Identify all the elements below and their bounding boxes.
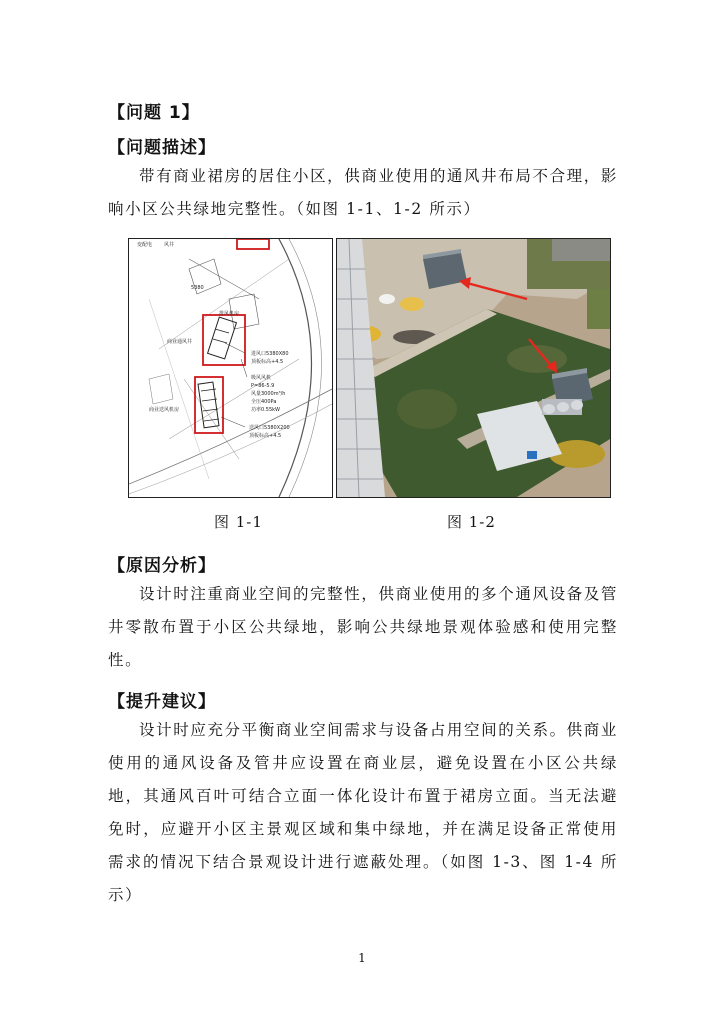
- description-heading: 【问题描述】: [108, 138, 216, 158]
- cad-label: 顶板标高+4.5: [251, 359, 284, 365]
- cad-label: 进风口5380X80: [251, 351, 289, 357]
- cad-label: 全压400Pa: [251, 399, 277, 405]
- cad-label: 排风机房: [219, 311, 240, 317]
- cad-label: 风量3000m³/h: [251, 391, 286, 397]
- cause-heading: 【原因分析】: [108, 556, 216, 576]
- description-paragraph: 带有商业裙房的居住小区，供商业使用的通风井布局不合理，影响小区公共绿地完整性。（如图 1-1、1-2 所示）: [108, 167, 618, 218]
- issue-heading: 【问题 1】: [108, 103, 200, 123]
- cad-plan-drawing: [129, 239, 332, 497]
- cad-label: P=86-5.9: [251, 383, 275, 389]
- page-number: 1: [358, 951, 366, 965]
- cad-label: 顶板标高+4.5: [249, 433, 282, 439]
- cad-label: 变配电: [137, 242, 153, 248]
- suggestion-paragraph: 设计时应充分平衡商业空间需求与设备占用空间的关系。供商业使用的通风设备及管井应设置在商业层，避免设置在小区公共绿地，其通风百叶可结合立面一体化设计布置于裙房立面。当无法避免时，应避开小区主景观区域和集中绿地，并在满足设备正常使用需求的情况下结合景观设计进行遮蔽处理。（如图 1-3、图 1-4 所示）: [108, 721, 618, 904]
- figure-1-2-aerial-photo: [336, 238, 611, 498]
- suggestion-heading: 【提升建议】: [108, 692, 216, 712]
- cad-label: 商业送风机房: [149, 407, 180, 413]
- cad-label: 风井: [164, 242, 175, 248]
- cad-label: 送风口5380X200: [249, 425, 290, 431]
- cad-label: 功率0.55kW: [251, 407, 280, 413]
- figure-1-2-caption: 图 1-2: [447, 513, 496, 531]
- cause-paragraph: 设计时注重商业空间的完整性，供商业使用的多个通风设备及管井零散布置于小区公共绿地，影响公共绿地景观体验感和使用完整性。: [108, 585, 618, 669]
- cad-label: 5380: [191, 285, 204, 291]
- figure-1-1-cad-plan: [128, 238, 333, 498]
- cad-label: 吸风风机: [251, 375, 272, 381]
- figure-1-1-caption: 图 1-1: [214, 513, 263, 531]
- cad-label: 商业通风井: [167, 339, 193, 345]
- aerial-photo-illustration: [337, 239, 610, 497]
